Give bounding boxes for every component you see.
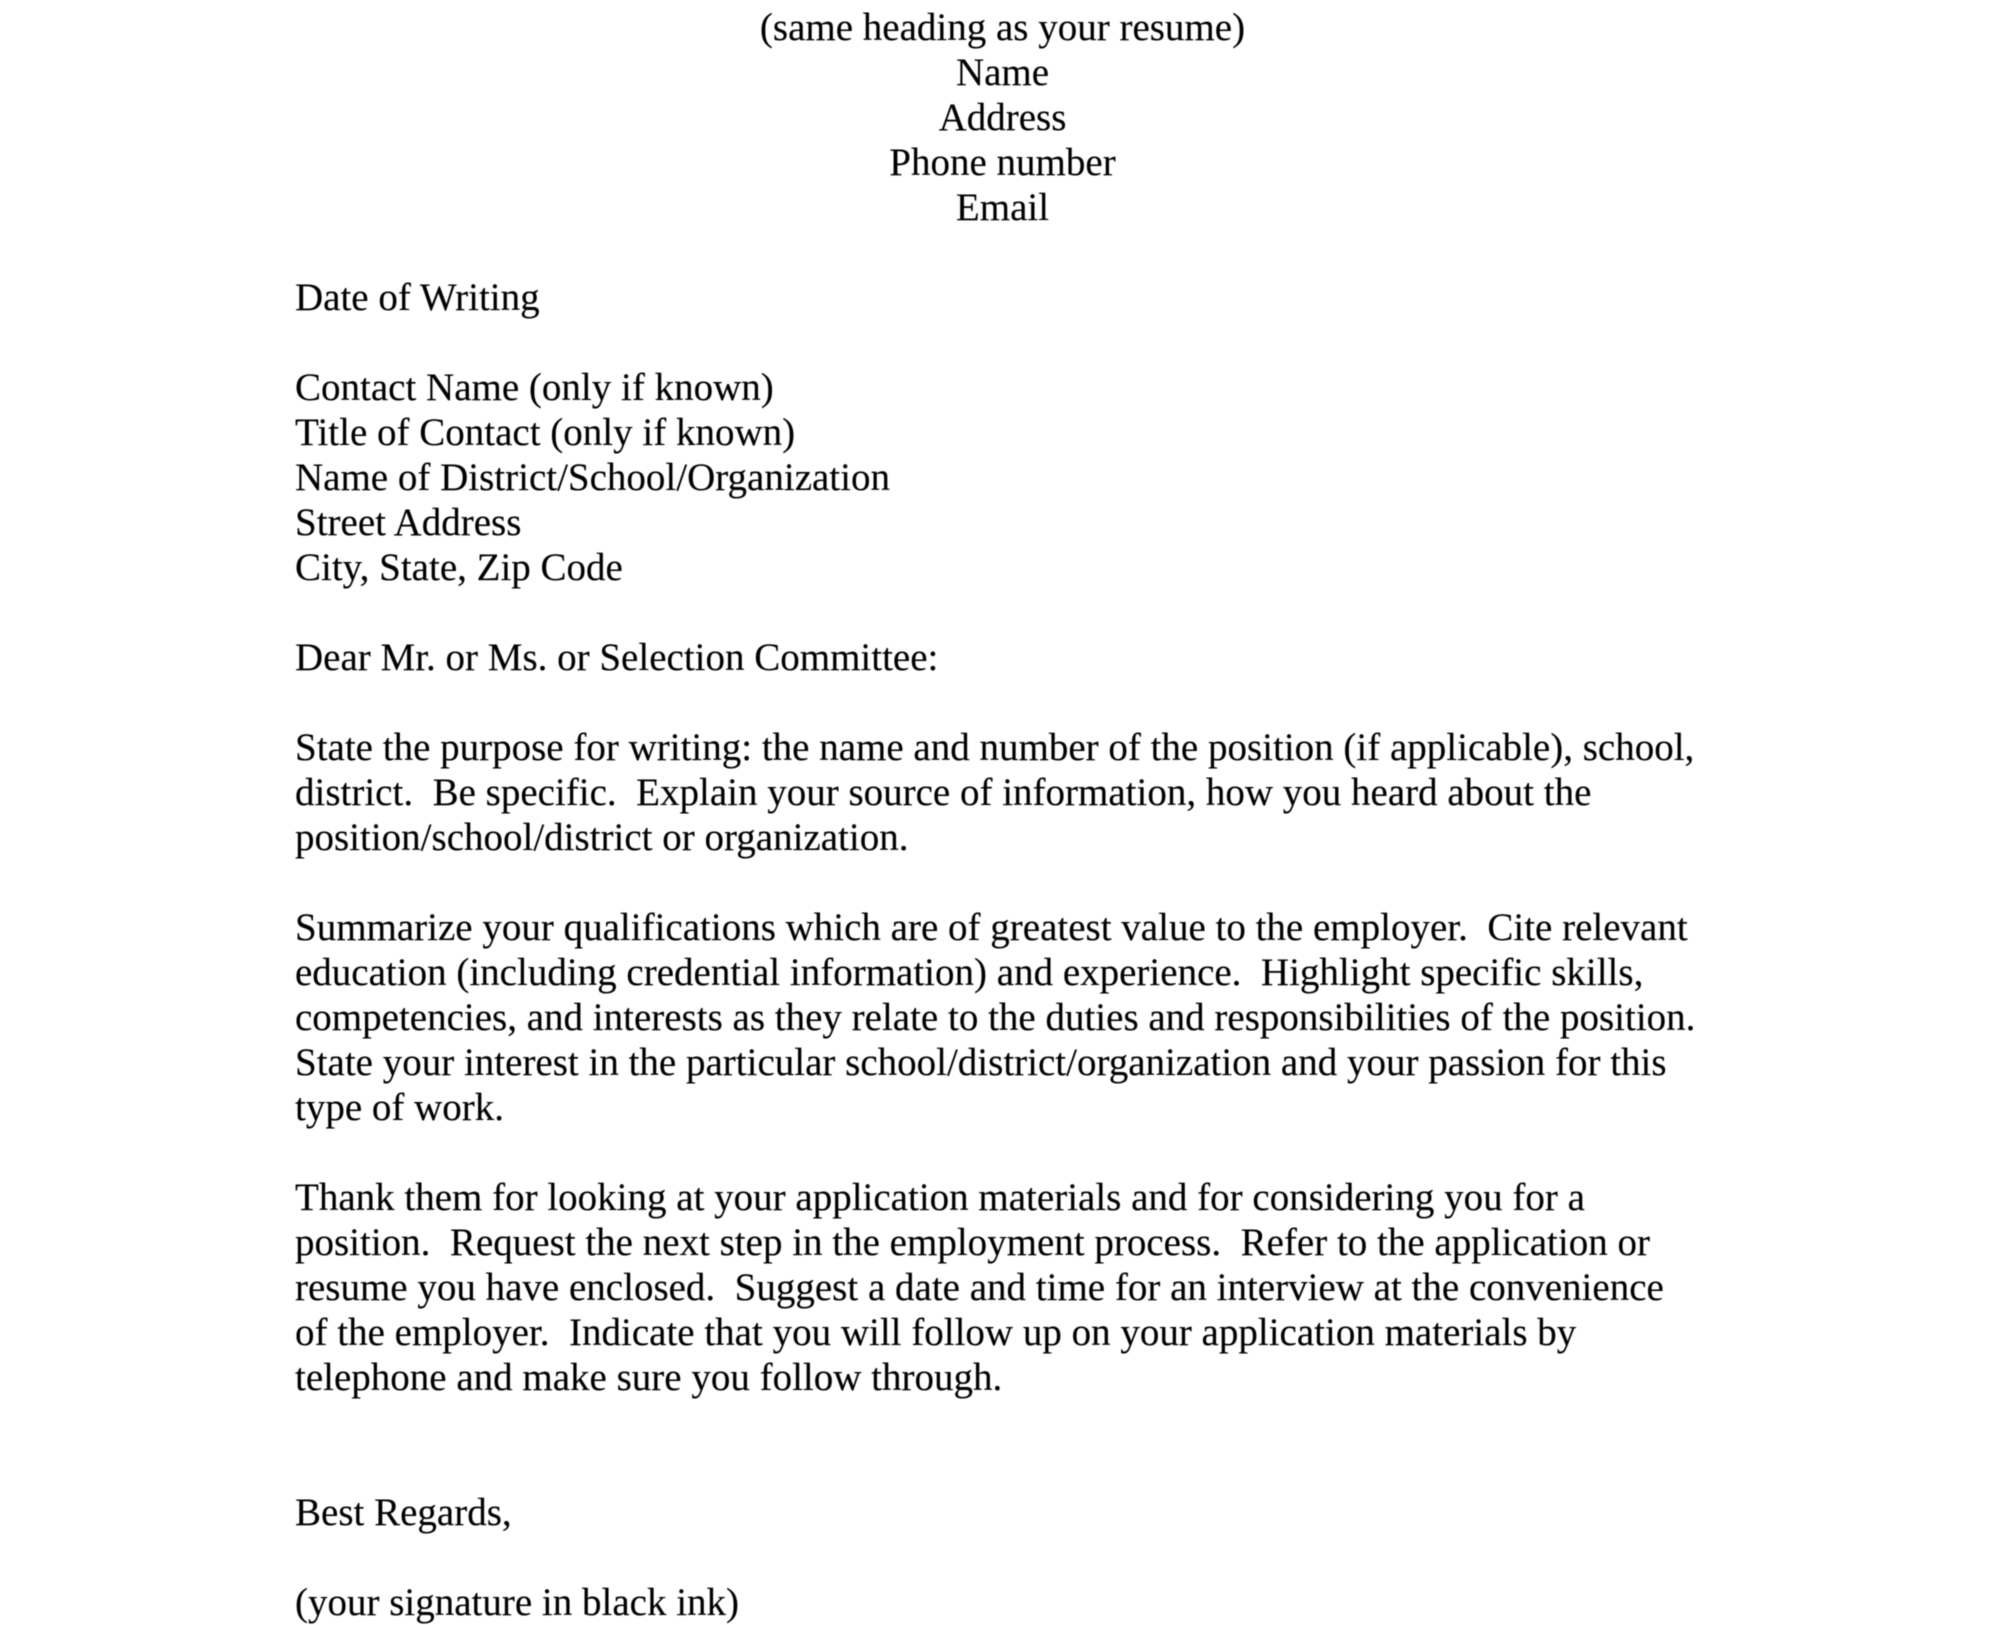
paragraph-qualifications (295, 905, 1710, 1130)
paragraph-line: education (including credential information) and experience. Highlight specific skills, (295, 951, 1644, 994)
paragraph-line: resume you have enclosed. Suggest a date and time for an interview at the convenience (295, 1266, 1664, 1309)
paragraph-line: competencies, and interests as they relate to the duties and responsibilities of the position. (295, 996, 1696, 1039)
recipient-address-block (295, 365, 1710, 590)
paragraph-line: district. Be specific. Explain your source of information, how you heard about the (295, 771, 1592, 814)
spacer (295, 1535, 1710, 1580)
spacer (295, 320, 1710, 365)
paragraph-purpose (295, 725, 1710, 860)
paragraph-line: position. Request the next step in the employment process. Refer to the application or (295, 1221, 1650, 1264)
cover-letter-page (295, 5, 1710, 1625)
spacer (295, 1445, 1710, 1490)
closing-line: Best Regards, (295, 1491, 512, 1534)
paragraph-line: State your interest in the particular school/district/organization and your passion for this (295, 1041, 1667, 1084)
paragraph-line: type of work. (295, 1086, 505, 1129)
spacer (295, 1130, 1710, 1175)
spacer (295, 860, 1710, 905)
paragraph-line: of the employer. Indicate that you will follow up on your application materials by (295, 1311, 1577, 1354)
paragraph-line: Summarize your qualifications which are of greatest value to the employer. Cite relevant (295, 906, 1688, 949)
spacer (295, 1400, 1710, 1445)
heading-name-line: Name (955, 51, 1050, 94)
salutation-line: Dear Mr. or Ms. or Selection Committee: (295, 636, 939, 679)
recipient-organization: Name of District/School/Organization (295, 456, 890, 499)
date-of-writing-line: Date of Writing (295, 276, 540, 319)
paragraph-thank-you (295, 1175, 1710, 1400)
recipient-city-state-zip: City, State, Zip Code (295, 546, 623, 589)
heading-email-line: Email (955, 186, 1050, 229)
recipient-street: Street Address (295, 501, 522, 544)
recipient-contact-title: Title of Contact (only if known) (295, 411, 796, 454)
heading-phone-line: Phone number (889, 141, 1116, 184)
recipient-contact-name: Contact Name (only if known) (295, 366, 774, 409)
paragraph-line: position/school/district or organization. (295, 816, 909, 859)
paragraph-line: Thank them for looking at your application materials and for considering you for a (295, 1176, 1585, 1219)
heading-address-line: Address (938, 96, 1067, 139)
letter-heading-block (295, 5, 1710, 230)
spacer (295, 230, 1710, 275)
spacer (295, 680, 1710, 725)
paragraph-line: State the purpose for writing: the name and number of the position (if applicable), school, (295, 726, 1695, 769)
signature-note-line: (your signature in black ink) (295, 1581, 740, 1624)
heading-note: (same heading as your resume) (759, 6, 1246, 49)
spacer (295, 590, 1710, 635)
paragraph-line: telephone and make sure you follow through. (295, 1356, 1003, 1399)
